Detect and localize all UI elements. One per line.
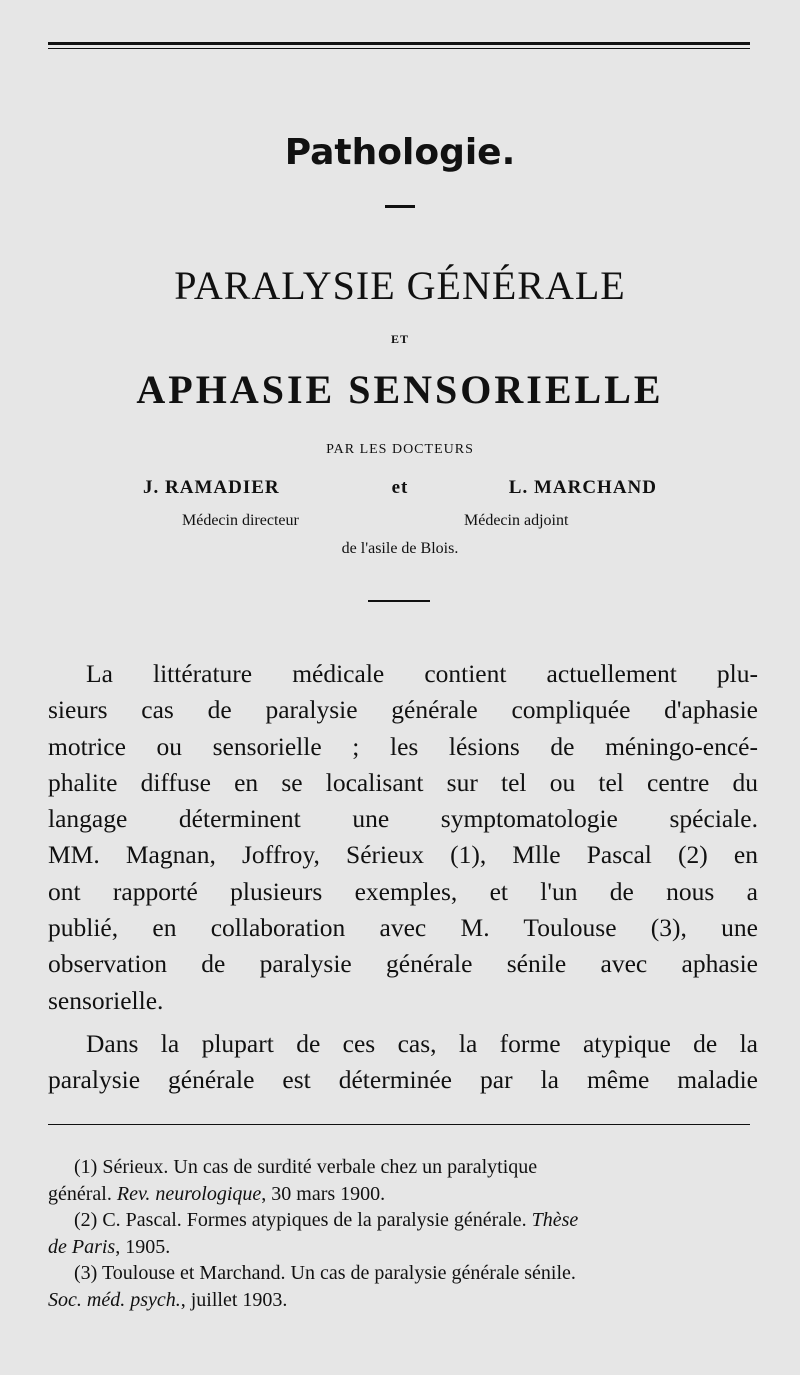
article-title-line2: APHASIE SENSORIELLE: [136, 367, 664, 412]
text-line: ont rapporté plusieurs exemples, et l'un de nous a: [48, 876, 758, 906]
text-line: sieurs cas de paralysie générale compliquée d'aphasie: [48, 695, 758, 725]
footnote-rule: [48, 1124, 750, 1125]
footnote-2-line1: [48, 1207, 760, 1234]
footnote-journal: Thèse: [531, 1209, 579, 1231]
text-line: langage déterminent une symptomatologie spéciale.: [48, 804, 758, 834]
institution: de l'asile de Blois.: [341, 540, 459, 557]
role-directeur: Médecin directeur: [182, 512, 299, 529]
text-line: observation de paralysie générale sénile avec aphasie: [48, 949, 758, 979]
footnote-journal: Rev. neurologique: [116, 1182, 262, 1205]
authors-line: [0, 477, 800, 499]
article-title-line1: PARALYSIE GÉNÉRALE: [174, 263, 626, 308]
text-line: Dans la plupart de ces cas, la forme atypique de la: [86, 1029, 758, 1058]
footnote-text: , 1905.: [115, 1235, 171, 1258]
section-heading: Pathologie.: [284, 132, 516, 173]
footnote-3-line1: (3) Toulouse et Marchand. Un cas de paralysie générale sénile.: [74, 1262, 576, 1284]
footnote-text: , 30 mars 1900.: [261, 1182, 386, 1205]
paragraph-2: [48, 1026, 758, 1099]
footnote-journal: de Paris: [48, 1235, 116, 1258]
text-line: motrice ou sensorielle ; les lésions de méningo-encé-: [48, 731, 758, 761]
text-line: phalite diffuse en se localisant sur tel ou tel centre du: [48, 767, 758, 797]
author-conjunction: et: [391, 477, 409, 498]
footnotes: [48, 1154, 760, 1313]
byline-intro: PAR LES DOCTEURS: [326, 442, 474, 457]
text-line: La littérature médicale contient actuellement plu-: [86, 659, 758, 688]
footnote-journal: Soc. méd. psych.: [48, 1288, 181, 1311]
text-line: MM. Magnan, Joffroy, Sérieux (1), Mlle Pascal (2) en: [48, 840, 758, 870]
footnote-text: , juillet 1903.: [180, 1288, 288, 1311]
footnote-text: (2) C. Pascal. Formes atypiques de la paralysie générale.: [74, 1209, 532, 1231]
footnote-2-line2: [48, 1234, 760, 1261]
heading-dash: [385, 205, 415, 208]
role-adjoint: Médecin adjoint: [464, 512, 569, 529]
text-line: paralysie générale est déterminée par la même maladie: [48, 1065, 758, 1095]
separator-rule: [368, 600, 430, 602]
footnote-3-line2: [48, 1287, 760, 1314]
author-ramadier: J. RAMADIER: [143, 477, 280, 498]
footnote-1-line2: [48, 1181, 760, 1208]
title-conjunction: ET: [390, 332, 409, 346]
footnote-text: général.: [48, 1182, 117, 1205]
header-rule: [48, 42, 750, 45]
paragraph-1: [48, 656, 758, 1019]
footnote-1-line1: (1) Sérieux. Un cas de surdité verbale chez un paralytique: [74, 1156, 538, 1178]
text-line: sensorielle.: [48, 985, 164, 1015]
author-marchand: L. MARCHAND: [508, 477, 657, 498]
header-rule-thin: [48, 48, 750, 49]
text-line: publié, en collaboration avec M. Toulouse (3), une: [48, 913, 758, 943]
